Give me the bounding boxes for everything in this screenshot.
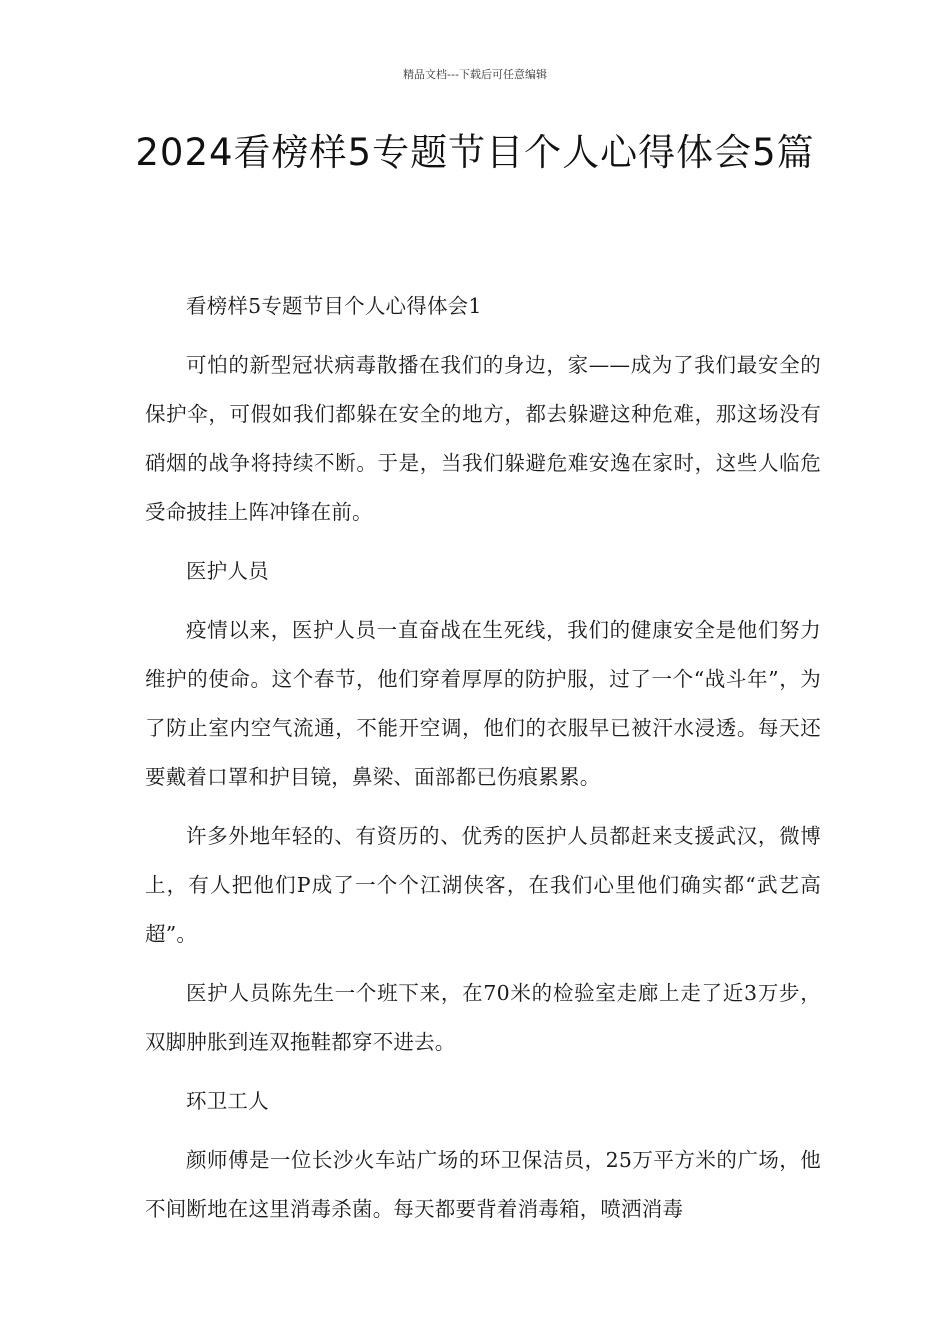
document-title: 2024看榜样5专题节目个人心得体会5篇: [135, 131, 815, 174]
section-heading: 医护人员: [186, 559, 269, 583]
body-paragraph: 疫情以来，医护人员一直奋战在生死线，我们的健康安全是他们努力维护的使命。这个春节，他们穿着厚厚的防护服，过了一个“战斗年”，为了防止室内空气流通，不能开空调，他们的衣服早已被汗水浸透。每天还要戴着口罩和护目镜，鼻梁、面部都已伤痕累累。: [145, 618, 821, 789]
section-heading: 看榜样5专题节目个人心得体会1: [186, 294, 482, 318]
page-header: 精品文档---下载后可任意编辑: [403, 68, 547, 81]
body-paragraph: 医护人员陈先生一个班下来，在70米的检验室走廊上走了近3万步，双脚肿胀到连双拖鞋都穿不进去。: [145, 981, 821, 1054]
section-heading: 环卫工人: [186, 1089, 269, 1113]
body-paragraph: 颜师傅是一位长沙火车站广场的环卫保洁员，25万平方米的广场，他不间断地在这里消毒杀菌。每天都要背着消毒箱，喷洒消毒: [145, 1148, 821, 1221]
document-body: [145, 282, 821, 1244]
body-paragraph: 许多外地年轻的、有资历的、优秀的医护人员都赶来支援武汉，微博上，有人把他们P成了一个个江湖侠客，在我们心里他们确实都“武艺高超”。: [145, 824, 821, 946]
body-paragraph: 可怕的新型冠状病毒散播在我们的身边，家——成为了我们最安全的保护伞，可假如我们都躲在安全的地方，都去躲避这种危难，那这场没有硝烟的战争将持续不断。于是，当我们躲避危难安逸在家时，这些人临危受命披挂上阵冲锋在前。: [145, 353, 821, 524]
